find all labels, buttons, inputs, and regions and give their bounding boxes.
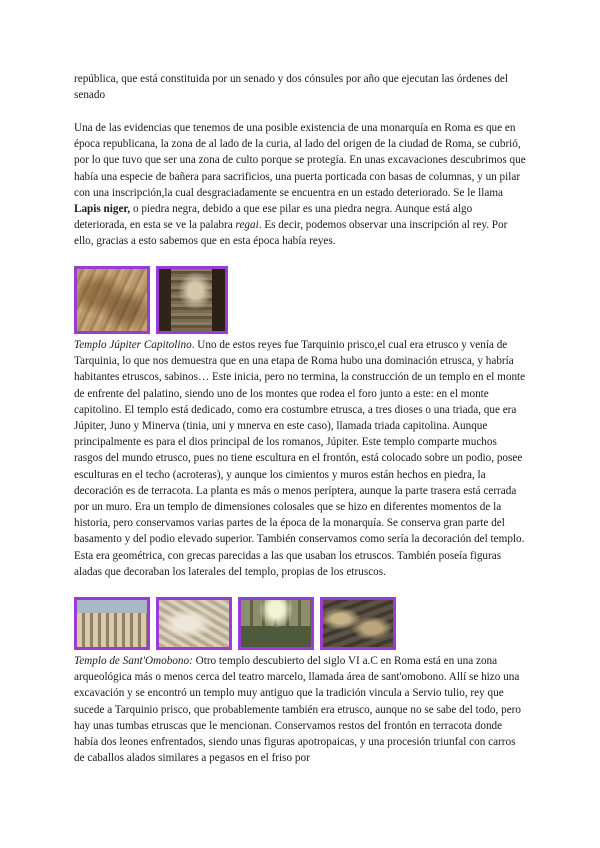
paragraph-jupiter-temple bbox=[74, 337, 526, 580]
lapis-niger-site-image bbox=[156, 266, 228, 334]
lapis-niger-relief-image bbox=[74, 266, 150, 334]
lapis-niger-term: Lapis niger, bbox=[74, 203, 131, 216]
jupiter-temple-images bbox=[74, 597, 396, 650]
regai-word: regai bbox=[235, 219, 259, 232]
podium-remains-image bbox=[238, 597, 314, 650]
paragraph-sant-omobono-body bbox=[74, 653, 526, 766]
paragraph-republic-text: república, que está constituida por un senado y dos cónsules por año que ejecutan las órdenes del senado bbox=[74, 73, 509, 102]
jupiter-temple-heading: Templo Júpiter Capitolino bbox=[74, 339, 192, 351]
paragraph-lapis-niger bbox=[74, 120, 526, 250]
lapis-niger-images bbox=[74, 266, 228, 334]
paragraph-jupiter-temple-body bbox=[74, 337, 526, 580]
foundation-ruins-image bbox=[320, 597, 396, 650]
paragraph-sant-omobono bbox=[74, 653, 526, 766]
paragraph-lapis-niger-body bbox=[74, 120, 526, 250]
sant-omobono-heading: Templo de Sant'Omobono: bbox=[74, 655, 193, 667]
paragraph-republic bbox=[74, 71, 526, 103]
jupiter-temple-text: . Uno de estos reyes fue Tarquinio prisco,el cual era etrusco y venía de Tarquinia, lo que nos demuestra que en una etapa de Roma hubo una dominación etrusca, y habría habitantes etruscos, sabinos… Este inicia, pero no termina, la construcción de un templo en el monte de enfrente del palatino, siendo uno de los montes que rodea el foro junto a este: en el monte capitolino. El templo está dedicado, como era costumbre etrusca, a tres dioses o una triada, que era Júpiter, Juno y Minerva (tinia, uni y mnerva en este caso), llamada triada capitolina. Aunque principalmente es para el dios principal de los romanos, Júpiter. Este templo comparte muchos rasgos del mundo etrusco, pues no tiene escultura en el frontón, está colocado sobre un podio, posee esculturas en el techo (acroteras), y aunque los cimientos y muros están hechos en piedra, la decoración es de terracota. La planta es más o menos períptera, aunque la parte trasera está cerrada por un muro. Era un templo de dimensiones colosales que se hizo en diferentes momentos de la historia, pero conservamos varias partes de la época de la monarquía. Se conserva gran parte del basamento y del podio elevado superior. También conservamos como sería la decoración del templo. Esta era geométrica, con grecas parecidas a las que usaban los etruscos. También poseía figuras aladas que decoraban los laterales del templo, propias de los etruscos. bbox=[74, 339, 526, 578]
terracotta-decoration-image bbox=[156, 597, 232, 650]
temple-model-image bbox=[74, 597, 150, 650]
lapis-niger-text-pre: Una de las evidencias que tenemos de una posible existencia de una monarquía en Roma es que en época republicana, la zona de al lado de la curia, al lado del origen de la ciudad de Roma, se cubrió, por lo que tuvo que ser una zona de culto porque se protegía. En unas excavaciones descubrimos que había una especie de bañera para sacrificios, una puerta porticada con basas de columnas, y un pilar con una inscripción,la cual desgraciadamente se encuentra en un estado deteriorado. Se le llama bbox=[74, 122, 526, 199]
lapis-niger-text-mid: o piedra negra, debido a que ese pilar es una piedra negra. Aunque está algo deteriorada, en esta se ve la palabra bbox=[74, 203, 473, 232]
lapis-niger-text-post: . Es decir, podemos observar una inscripción al rey. Por ello, gracias a esto sabemos que en esta época había reyes. bbox=[74, 219, 508, 248]
sant-omobono-text: Otro templo descubierto del siglo VI a.C en Roma está en una zona arqueológica más o menos cerca del teatro marcelo, llamada área de sant'omobono. Allí se hizo una excavación y se encontró un templo muy antiguo que la tradición vincula a Servio tulio, rey que sucede a Tarquinio prisco, que probablemente también era etrusco, aunque no se sabe del todo, pero hay unas tumbas etruscas que le mencionan. Conservamos restos del frontón en terracota donde había dos leones enfrentados, siendo unas figuras apotropaicas, y una procesión triunfal con carros de caballos alados similares a pegasos en el friso por bbox=[74, 655, 521, 765]
